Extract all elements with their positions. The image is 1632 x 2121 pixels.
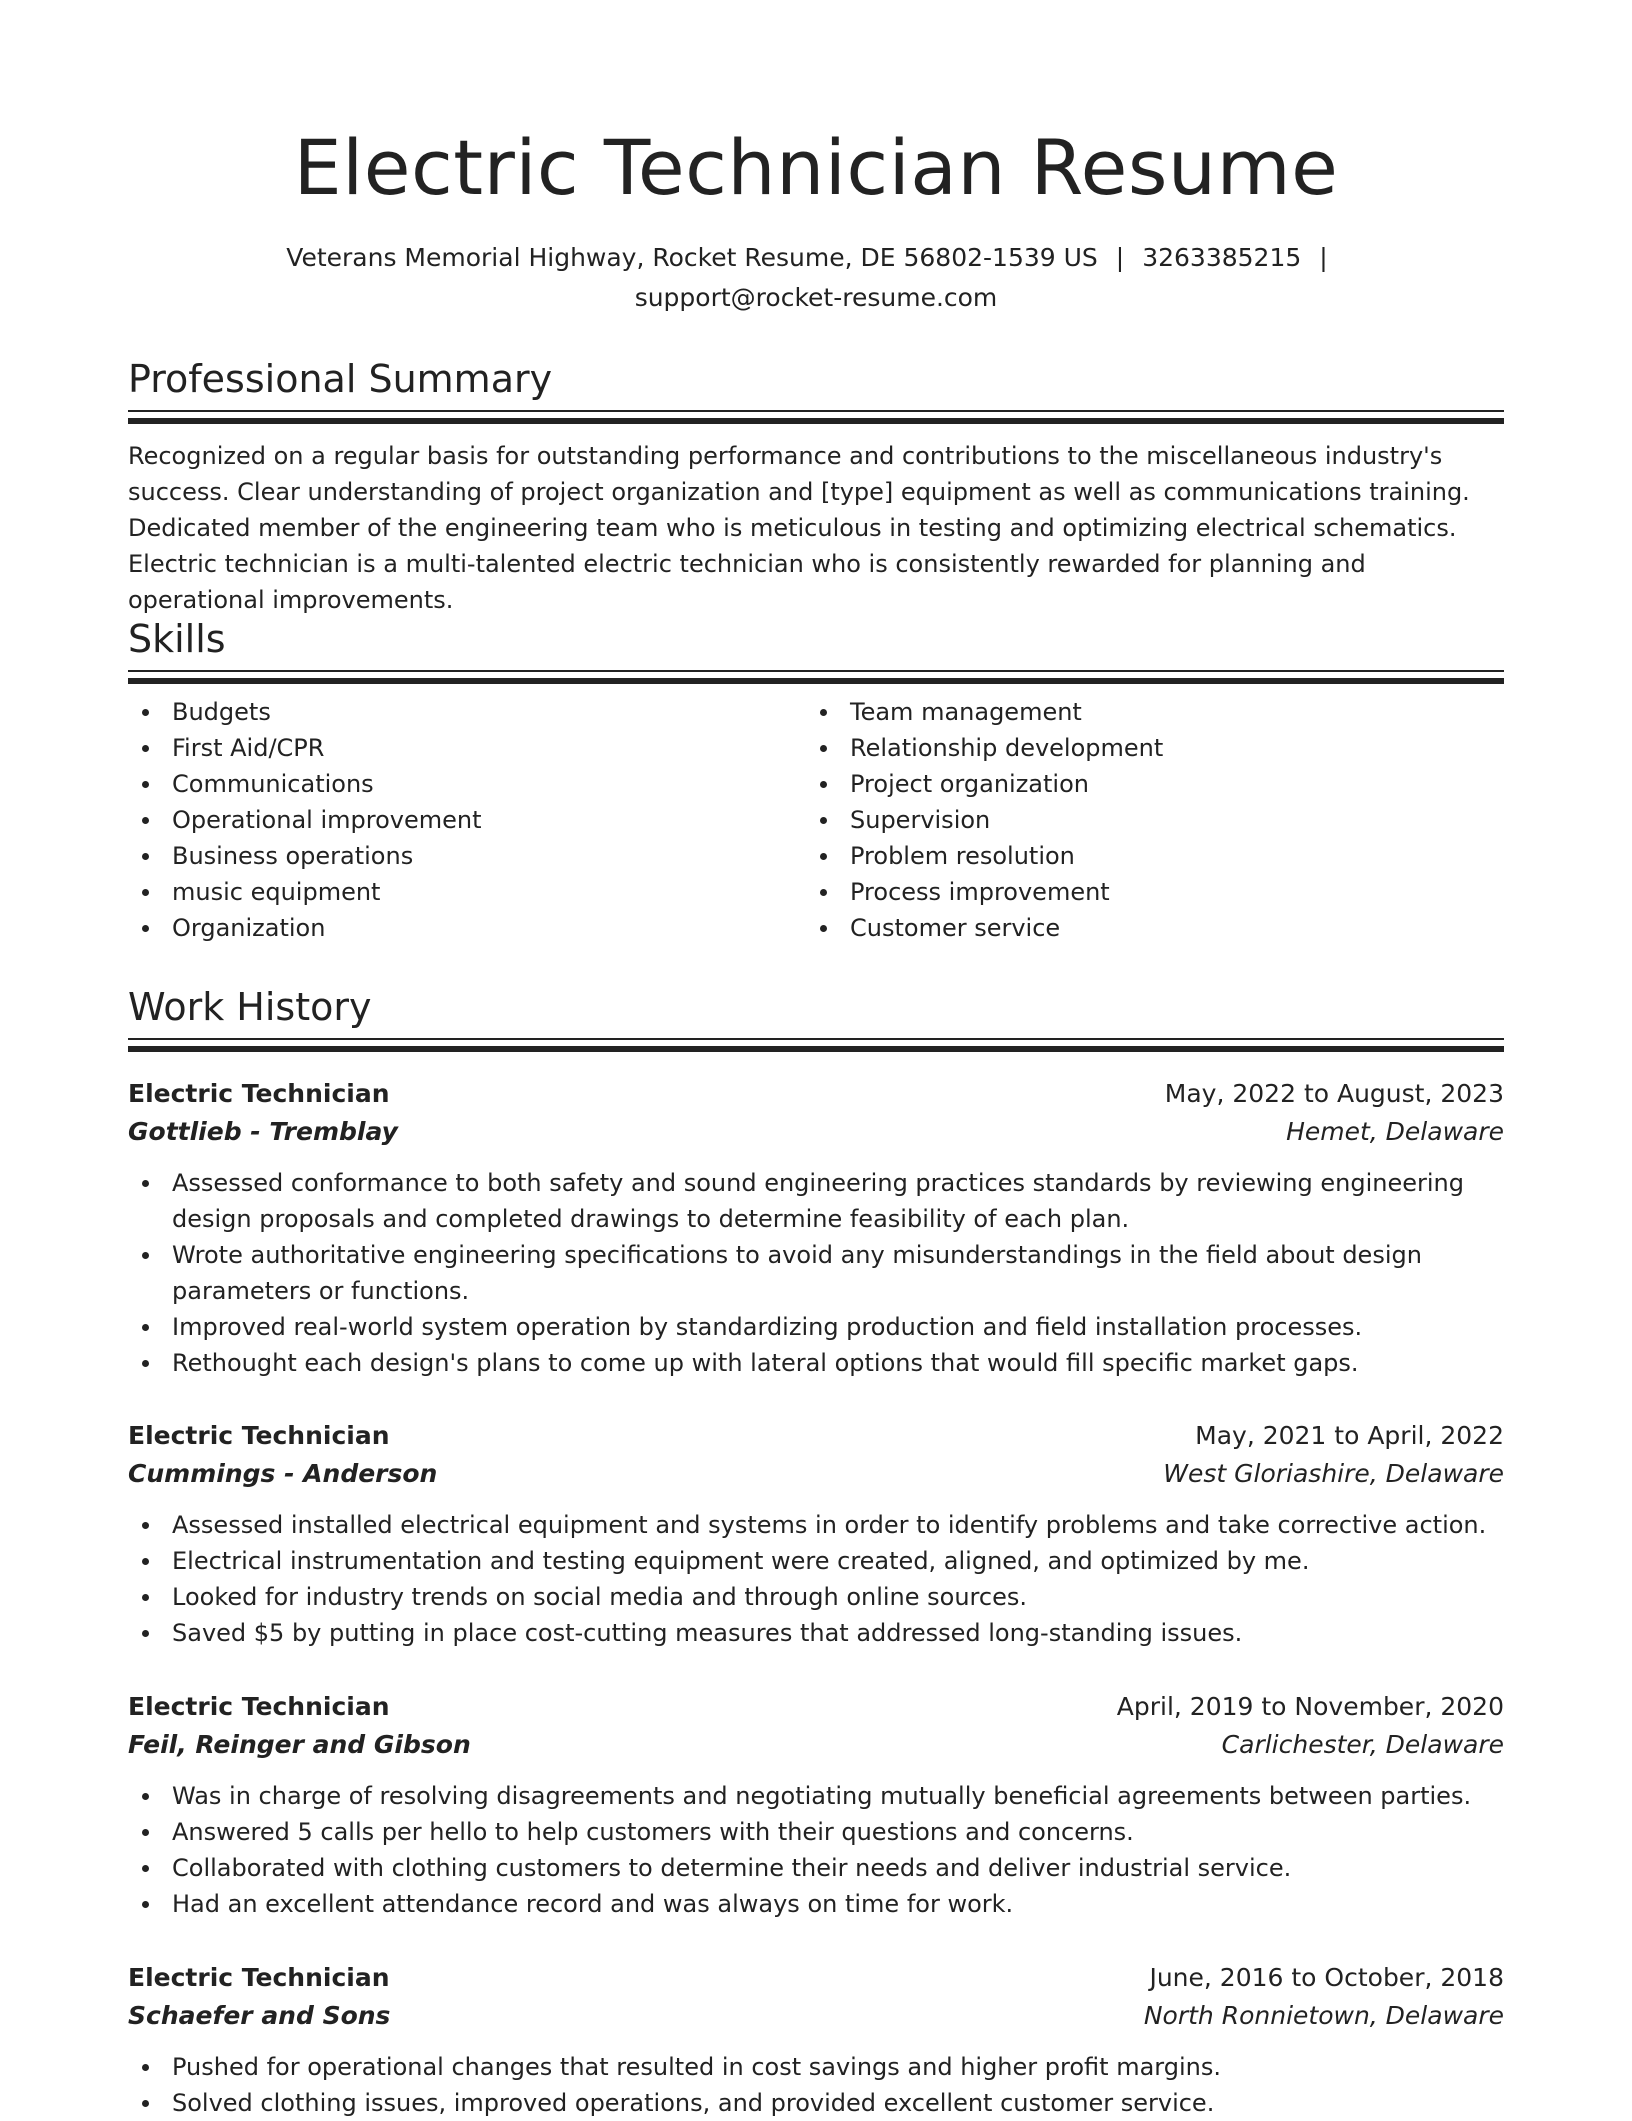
skill-item: Relationship development	[806, 730, 1484, 766]
job-entry	[128, 1959, 1504, 2121]
job-title: Electric Technician	[128, 1963, 390, 1992]
contact-separator: |	[1115, 243, 1125, 272]
job-dates: June, 2016 to October, 2018	[1149, 1963, 1504, 1992]
job-location: West Gloriashire, Delaware	[1163, 1459, 1504, 1488]
job-bullet: Assessed conformance to both safety and sound engineering practices standards by reviewing engineering design proposals and completed drawings to determine feasibility of each plan.	[128, 1165, 1504, 1237]
skill-item: Supervision	[806, 802, 1484, 838]
contact-line-1	[128, 238, 1504, 278]
job-location: North Ronnietown, Delaware	[1143, 2001, 1504, 2030]
job-bullet: Looked for industry trends on social media and through online sources.	[128, 1579, 1504, 1615]
work-history-section	[128, 982, 1504, 1054]
job-dates: May, 2021 to April, 2022	[1195, 1421, 1504, 1450]
skill-item: Problem resolution	[806, 838, 1484, 874]
job-company-row	[128, 1455, 1504, 1493]
job-company-row	[128, 1997, 1504, 2035]
job-bullets	[128, 2049, 1504, 2121]
contact-address: Veterans Memorial Highway, Rocket Resume, DE 56802-1539 US	[286, 243, 1098, 272]
contact-line-2	[128, 278, 1504, 318]
job-bullet: Collaborated with clothing customers to determine their needs and deliver industrial service.	[128, 1850, 1504, 1886]
page-title: Electric Technician Resume	[293, 123, 1339, 212]
job-company-row	[128, 1726, 1504, 1764]
contact-separator: |	[1319, 243, 1328, 272]
work-history-heading: Work History	[128, 985, 372, 1029]
skill-item: Budgets	[128, 694, 806, 730]
job-bullet: Pushed for operational changes that resulted in cost savings and higher profit margins.	[128, 2049, 1504, 2085]
job-bullet: Saved $5 by putting in place cost-cutting measures that addressed long-standing issues.	[128, 1615, 1504, 1651]
skills-section	[128, 614, 1504, 946]
skill-item: Process improvement	[806, 874, 1484, 910]
skill-item: Project organization	[806, 766, 1484, 802]
skill-item: Business operations	[128, 838, 806, 874]
job-bullet: Wrote authoritative engineering specifications to avoid any misunderstandings in the field about design parameters or functions.	[128, 1237, 1504, 1309]
skills-columns	[128, 694, 1504, 946]
job-company-row	[128, 1113, 1504, 1151]
job-bullets	[128, 1507, 1504, 1651]
contact-email: support@rocket-resume.com	[634, 283, 998, 312]
job-entry	[128, 1417, 1504, 1651]
job-bullet: Assessed installed electrical equipment and systems in order to identify problems and take corrective action.	[128, 1507, 1504, 1543]
section-divider	[128, 410, 1504, 426]
skills-list-right	[806, 694, 1484, 946]
job-location: Carlichester, Delaware	[1221, 1730, 1504, 1759]
job-company: Feil, Reinger and Gibson	[128, 1730, 471, 1759]
job-bullets	[128, 1165, 1504, 1381]
job-entry	[128, 1075, 1504, 1381]
job-header-row	[128, 1959, 1504, 1997]
job-company: Cummings - Anderson	[128, 1459, 438, 1488]
job-bullet: Was in charge of resolving disagreements and negotiating mutually beneficial agreements between parties.	[128, 1778, 1504, 1814]
job-bullet: Electrical instrumentation and testing equipment were created, aligned, and optimized by me.	[128, 1543, 1504, 1579]
job-bullet: Answered 5 calls per hello to help customers with their questions and concerns.	[128, 1814, 1504, 1850]
skills-heading: Skills	[128, 617, 226, 661]
skill-item: First Aid/CPR	[128, 730, 806, 766]
skill-item: Team management	[806, 694, 1484, 730]
job-dates: May, 2022 to August, 2023	[1164, 1079, 1504, 1108]
job-location: Hemet, Delaware	[1286, 1117, 1504, 1146]
job-header-row	[128, 1688, 1504, 1726]
skill-item: Operational improvement	[128, 802, 806, 838]
contact-info	[128, 238, 1504, 318]
job-header-row	[128, 1417, 1504, 1455]
skill-item: music equipment	[128, 874, 806, 910]
job-bullet: Solved clothing issues, improved operations, and provided excellent customer service.	[128, 2085, 1504, 2121]
job-bullet: Had an excellent attendance record and was always on time for work.	[128, 1886, 1504, 1922]
skills-list-left	[128, 694, 806, 946]
contact-phone: 3263385215	[1142, 243, 1302, 272]
summary-text: Recognized on a regular basis for outstanding performance and contributions to the miscellaneous industry's success. Clear understanding of project organization and [type] equipment as well as communications training. Dedicated member of the engineering team who is meticulous in testing and optimizing electrical schematics. Electric technician is a multi-talented electric technician who is consistently rewarded for planning and operational improvements.	[128, 442, 1470, 614]
job-title: Electric Technician	[128, 1421, 390, 1450]
job-company: Gottlieb - Tremblay	[128, 1117, 398, 1146]
summary-heading: Professional Summary	[128, 357, 553, 401]
job-bullets	[128, 1778, 1504, 1922]
job-entry	[128, 1688, 1504, 1922]
job-bullet: Rethought each design's plans to come up with lateral options that would fill specific market gaps.	[128, 1345, 1504, 1381]
summary-section	[128, 354, 1504, 618]
skill-item: Communications	[128, 766, 806, 802]
job-header-row	[128, 1075, 1504, 1113]
job-company: Schaefer and Sons	[128, 2001, 391, 2030]
job-title: Electric Technician	[128, 1079, 390, 1108]
job-bullet: Improved real-world system operation by standardizing production and field installation processes.	[128, 1309, 1504, 1345]
job-title: Electric Technician	[128, 1692, 390, 1721]
job-dates: April, 2019 to November, 2020	[1116, 1692, 1504, 1721]
skill-item: Customer service	[806, 910, 1484, 946]
section-divider	[128, 1038, 1504, 1054]
section-divider	[128, 670, 1504, 686]
skill-item: Organization	[128, 910, 806, 946]
